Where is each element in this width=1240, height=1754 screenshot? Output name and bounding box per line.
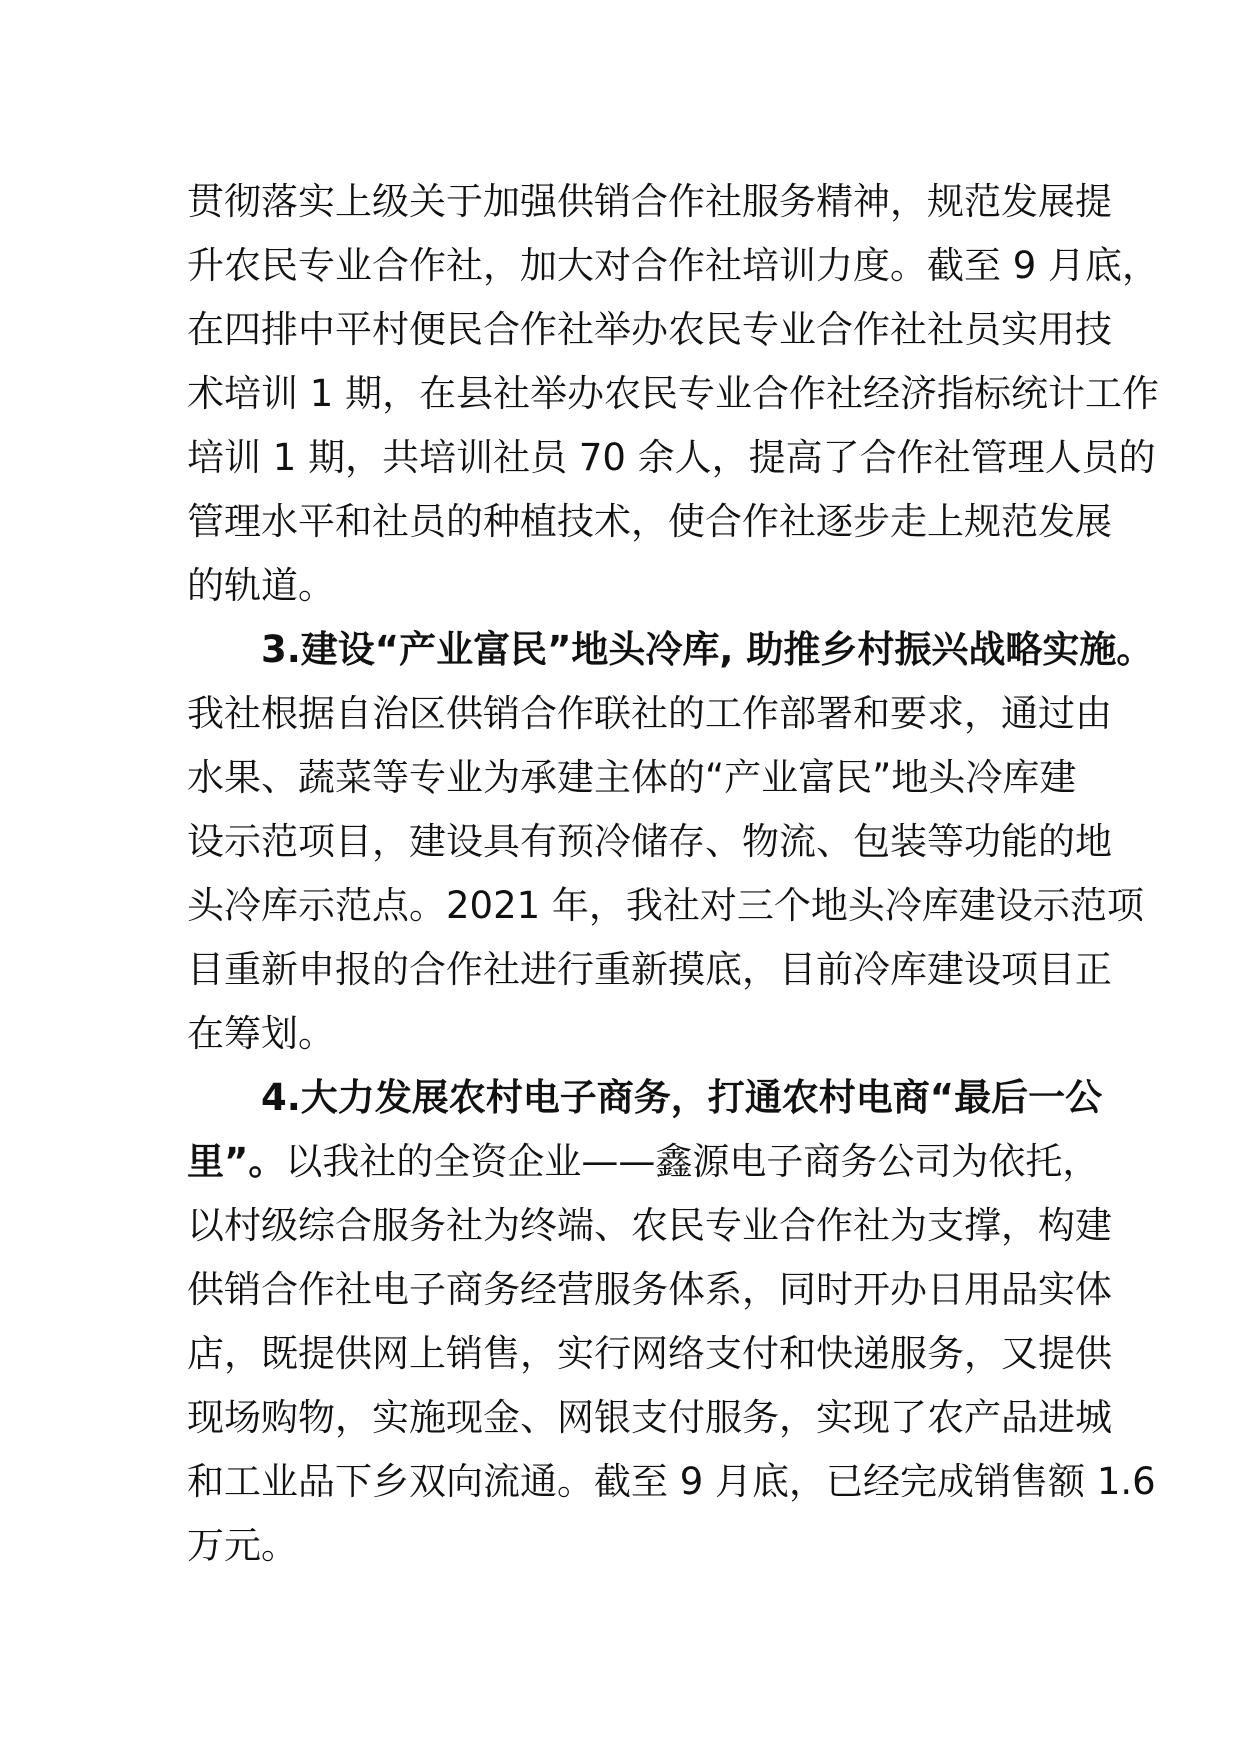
text-line: 我社根据自治区供销合作联社的工作部署和要求，通过由 [187, 692, 1112, 735]
text-line: 术培训 1 期，在县社举办农民专业合作社经济指标统计工作 [187, 372, 1160, 415]
text-line: 头冷库示范点。2021 年，我社对三个地头冷库建设示范项 [187, 884, 1144, 927]
text-line: 现场购物，实施现金、网银支付服务，实现了农产品进城 [187, 1396, 1112, 1439]
text-line-rest: 以我社的全资企业——鑫源电子商务公司为依托， [285, 1140, 1100, 1183]
text-line: 水果、蔬菜等专业为承建主体的“产业富民”地头冷库建 [187, 756, 1077, 799]
text-line: 设示范项目，建设具有预冷储存、物流、包装等功能的地 [187, 820, 1112, 863]
section-heading-end: 里”。 [187, 1140, 286, 1183]
paragraph-ecommerce [187, 1066, 1156, 1578]
text-line: 在筹划。 [187, 1012, 335, 1055]
text-line: 培训 1 期，共培训社员 70 余人，提高了合作社管理人员的 [187, 436, 1156, 479]
document-page [187, 170, 1160, 1578]
paragraph-training [187, 170, 1160, 618]
text-line: 在四排中平村便民合作社举办农民专业合作社社员实用技 [187, 308, 1112, 351]
text-line: 店，既提供网上销售，实行网络支付和快递服务，又提供 [187, 1332, 1112, 1375]
text-line: 管理水平和社员的种植技术，使合作社逐步走上规范发展 [187, 500, 1112, 543]
text-line: 万元。 [187, 1524, 298, 1567]
text-line [187, 1130, 1100, 1194]
text-line: 目重新申报的合作社进行重新摸底，目前冷库建设项目正 [187, 948, 1112, 991]
text-line: 升农民专业合作社，加大对合作社培训力度。截至 9 月底， [187, 244, 1160, 287]
text-line: 的轨道。 [187, 564, 335, 607]
text-line: 和工业品下乡双向流通。截至 9 月底，已经完成销售额 1.6 [187, 1460, 1156, 1503]
text-line: 以村级综合服务社为终端、农民专业合作社为支撑，构建 [187, 1204, 1112, 1247]
paragraph-cold-storage [187, 618, 1154, 1066]
text-line: 供销合作社电子商务经营服务体系，同时开办日用品实体 [187, 1268, 1112, 1311]
section-heading: 3.建设“产业富民”地头冷库, 助推乡村振兴战略实施。 [261, 628, 1154, 671]
text-line: 贯彻落实上级关于加强供销合作社服务精神，规范发展提 [187, 180, 1112, 223]
section-heading: 4.大力发展农村电子商务，打通农村电商“最后一公 [261, 1076, 1103, 1119]
